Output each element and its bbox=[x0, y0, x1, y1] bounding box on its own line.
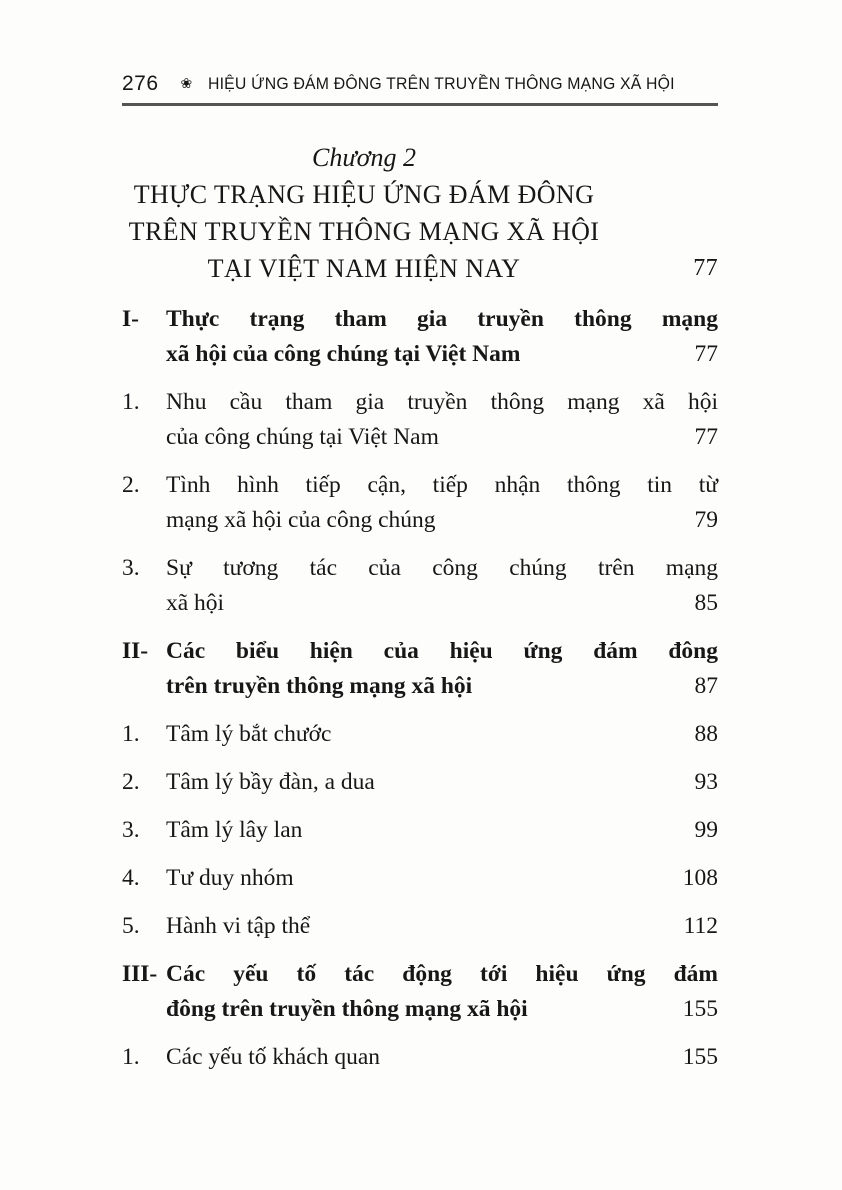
toc-entry-line bbox=[122, 420, 718, 455]
toc-list bbox=[122, 302, 718, 1075]
toc-entry bbox=[122, 717, 718, 752]
toc-entry-number: 4. bbox=[122, 865, 140, 891]
toc-entry-line bbox=[122, 813, 718, 848]
toc-entry bbox=[122, 861, 718, 896]
toc-entry-text: Thực trạng tham gia truyền thông mạng bbox=[166, 306, 718, 332]
toc-entry-number: 5. bbox=[122, 913, 140, 939]
toc-entry-text: Các biểu hiện của hiệu ứng đám đông bbox=[166, 638, 718, 664]
toc-entry-number: 2. bbox=[122, 472, 140, 498]
toc-entry-text: Tình hình tiếp cận, tiếp nhận thông tin từ bbox=[166, 472, 718, 498]
toc-entry bbox=[122, 909, 718, 944]
toc-entry-text: của công chúng tại Việt Nam bbox=[166, 424, 439, 450]
toc-entry bbox=[122, 468, 718, 538]
toc-entry-number: 3. bbox=[122, 817, 140, 843]
toc-entry-page-number: 99 bbox=[694, 817, 718, 843]
header-rule bbox=[122, 103, 718, 106]
toc-entry-page-number: 87 bbox=[694, 673, 718, 699]
toc-entry-text: Nhu cầu tham gia truyền thông mạng xã hội bbox=[166, 389, 718, 415]
chapter-label: Chương 2 bbox=[312, 143, 416, 172]
toc-entry bbox=[122, 634, 718, 704]
toc-entry bbox=[122, 813, 718, 848]
toc-entry bbox=[122, 1040, 718, 1075]
toc-entry-number: I- bbox=[122, 306, 139, 332]
toc-entry-text: Hành vi tập thể bbox=[166, 913, 311, 939]
toc-entry-line bbox=[122, 861, 718, 896]
toc-entry-line bbox=[122, 503, 718, 538]
toc-entry bbox=[122, 551, 718, 621]
chapter-page-number: 77 bbox=[693, 255, 718, 281]
toc-entry-text: mạng xã hội của công chúng bbox=[166, 507, 436, 533]
toc-entry-text: Các yếu tố khách quan bbox=[166, 1044, 381, 1070]
toc-entry-number: 3. bbox=[122, 555, 140, 581]
toc-entry-line bbox=[122, 957, 718, 992]
toc-entry-text: Tâm lý bắt chước bbox=[166, 721, 332, 747]
chapter-heading bbox=[122, 139, 718, 287]
toc-entry-page-number: 88 bbox=[694, 721, 718, 747]
toc-entry-text: đông trên truyền thông mạng xã hội bbox=[166, 996, 528, 1022]
toc-entry-line bbox=[122, 765, 718, 800]
toc-entry-page-number: 77 bbox=[694, 424, 718, 450]
toc-entry-number: 1. bbox=[122, 1044, 140, 1070]
toc-entry-line bbox=[122, 992, 718, 1027]
toc-entry-text: Tư duy nhóm bbox=[166, 865, 294, 891]
toc-entry-page-number: 77 bbox=[694, 341, 718, 367]
toc-entry-number: 1. bbox=[122, 389, 140, 415]
toc-entry-line bbox=[122, 302, 718, 337]
running-head-page-number: 276 bbox=[122, 72, 159, 95]
toc-entry-text: xã hội bbox=[166, 590, 225, 616]
toc-entry-line bbox=[122, 909, 718, 944]
toc-entry-text: Các yếu tố tác động tới hiệu ứng đám bbox=[166, 961, 718, 987]
toc-entry bbox=[122, 957, 718, 1027]
toc-entry-number: 1. bbox=[122, 721, 140, 747]
toc-entry-line bbox=[122, 717, 718, 752]
toc-entry-text: Tâm lý bầy đàn, a dua bbox=[166, 769, 375, 795]
toc-entry-line bbox=[122, 669, 718, 704]
chapter-heading-center bbox=[122, 139, 606, 287]
toc-entry-text: Sự tương tác của công chúng trên mạng bbox=[166, 555, 718, 581]
toc-entry-line bbox=[122, 586, 718, 621]
chapter-title-line: TRÊN TRUYỀN THÔNG MẠNG XÃ HỘI bbox=[128, 217, 600, 246]
running-head bbox=[122, 72, 718, 96]
toc-entry-page-number: 112 bbox=[683, 913, 718, 939]
toc-entry bbox=[122, 302, 718, 372]
toc-entry bbox=[122, 765, 718, 800]
toc-entry-number: II- bbox=[122, 638, 149, 664]
toc-entry-line bbox=[122, 385, 718, 420]
chapter-title-line: THỰC TRẠNG HIỆU ỨNG ĐÁM ĐÔNG bbox=[133, 180, 595, 209]
toc-entry-page-number: 108 bbox=[682, 865, 718, 891]
toc-entry-page-number: 155 bbox=[682, 1044, 718, 1070]
toc-entry-text: Tâm lý lây lan bbox=[166, 817, 303, 843]
toc-entry-page-number: 85 bbox=[694, 590, 718, 616]
toc-entry bbox=[122, 385, 718, 455]
toc-entry-line bbox=[122, 337, 718, 372]
chapter-title-line: TẠI VIỆT NAM HIỆN NAY bbox=[207, 254, 521, 283]
toc-entry-number: 2. bbox=[122, 769, 140, 795]
toc-entry-text: xã hội của công chúng tại Việt Nam bbox=[166, 341, 521, 367]
toc-entry-text: trên truyền thông mạng xã hội bbox=[166, 673, 473, 699]
toc-entry-line bbox=[122, 551, 718, 586]
toc-entry-line bbox=[122, 468, 718, 503]
toc-entry-page-number: 155 bbox=[682, 996, 718, 1022]
toc-entry-page-number: 93 bbox=[694, 769, 718, 795]
toc-entry-page-number: 79 bbox=[694, 507, 718, 533]
toc-entry-line bbox=[122, 1040, 718, 1075]
toc-entry-line bbox=[122, 634, 718, 669]
running-head-title: HIỆU ỨNG ĐÁM ĐÔNG TRÊN TRUYỀN THÔNG MẠNG XÃ HỘI bbox=[208, 74, 676, 93]
toc-entry-number: III- bbox=[122, 961, 158, 987]
fleuron-ornament-icon: ❀ bbox=[180, 76, 193, 92]
